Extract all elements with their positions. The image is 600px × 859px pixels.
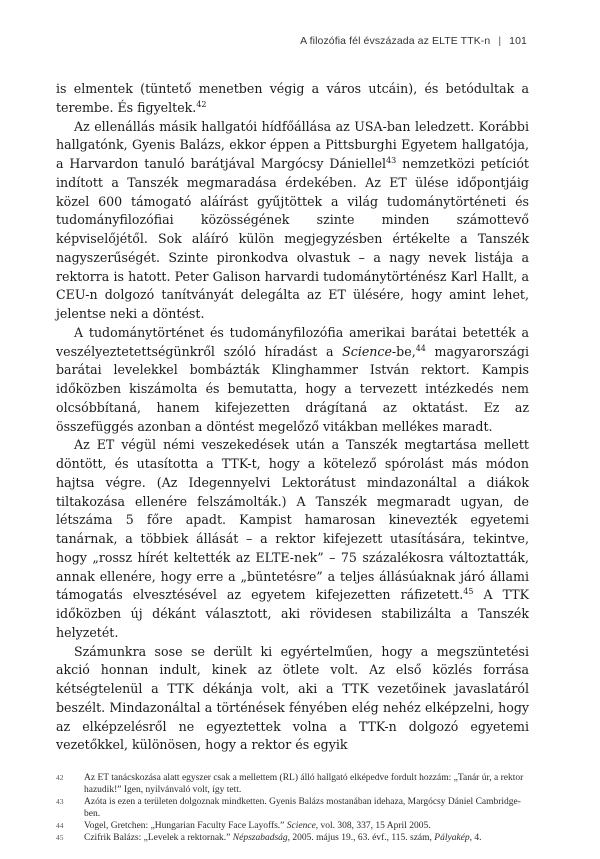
italic-text: Pályakép — [434, 833, 470, 844]
footnote-ref: 44 — [415, 343, 426, 353]
body-text — [56, 80, 529, 755]
italic-text: Science — [286, 821, 316, 832]
body-paragraph — [56, 118, 529, 324]
body-paragraph — [56, 436, 529, 642]
text-span: nemzetközi petíciót indított a Tanszék megmaradása érdekében. Az ET ülése időpontjáig közel 600 támogató aláírást gyűjtöttek a világ tudománytörténeti és tudományfilozófiai közösségének szinte minden számottevő képviselőjétől. Sok aláíró külön megjegyzésben értékelte a Tanszék nagyszerűségét. Szinte pironkodva olvastuk – a nagy nevek listája a rektorra is hatott. Peter Galison harvardi tudománytörténész Karl Hallt, a CEU-n dolgozó tanítványát delegálta az ET ülésére, hogy amint lehet, jelentse neki a döntést. — [56, 156, 529, 321]
running-head-title: A filozófia fél évszázada az ELTE TTK-n — [300, 35, 491, 47]
body-paragraph — [56, 80, 529, 118]
footnote-ref: 45 — [463, 587, 474, 597]
footnote-ref: 43 — [386, 156, 397, 165]
text-span: Czifrik Balázs: „Levelek a rektornak.” — [84, 833, 233, 844]
body-paragraph — [56, 643, 529, 756]
running-head-separator: | — [498, 35, 502, 47]
text-span: is elmentek (tüntető menetben végig a város utcáin), és betódultak a terembe. És figyeltek. — [56, 81, 529, 115]
italic-text: Népszabadság — [232, 833, 288, 844]
text-span: Az ET végül némi veszekedések után a Tanszék megtartása mellett döntött, és utasította a TTK-t, hogy a kötelező spórolást más módon hajtsa végre. (Az Idegennyelvi Lektorátust mindazonáltal a diákok tiltakozása ellenére felszámolták.) A Tanszék megmaradt ugyan, de létszáma 5 főre apadt. Kampist hamarosan kinevezték egyetemi tanárnak, a többiek állását – a rektor kifejezett utasítására, tekintve, hogy „rossz hírét keltették az ELTE-nek” – 75 százalékosra változtatták, annak ellenére, hogy erre a „büntetésre” a teljes állásúaknak járó állami támogatás elvesztésével az egyetem kifejezetten ráfizetett. — [56, 437, 529, 603]
text-span: Azóta is ezen a területen dolgoznak mindketten. Gyenis Balázs mostanában idehaza, Margócsy Dániel Cambridge-ben. — [84, 797, 521, 820]
footnote — [56, 772, 529, 796]
footnotes — [56, 772, 529, 845]
text-span: , 2005. május 19., 63. évf., 115. szám, — [287, 833, 435, 844]
footnote — [56, 796, 529, 820]
body-paragraph — [56, 324, 529, 437]
footnote-number: 45 — [56, 833, 64, 843]
text-span: -be, — [391, 343, 416, 359]
text-span: , vol. 308, 337, 15 April 2005. — [315, 821, 431, 832]
text-span: magyarországi barátai levelekkel bombázták Klinghammer István rektort. Kampis időközben kiszámolta és bemutatta, hogy a tervezett intézkedés nem olcsóbbítaná, hanem kifejezetten drágítaná az oktatást. Ez az összefüggés azonban a döntést megelőző vitákban mellékes maradt. — [56, 343, 529, 434]
page-number: 101 — [509, 35, 527, 47]
text-span: Az ellenállás másik hallgatói hídfőállása az USA-ban leledzett. Korábbi hallgatónk, Gyenis Balázs, ekkor éppen a Pittsburghi Egyetem hallgatója, a Harvardon tanuló barátjával Margócsy Dániellel — [56, 118, 529, 171]
text-span: Számunkra sose se derült ki egyértelműen, hogy a megszüntetési akció honnan indult, kinek az ötlete volt. Az első közlés forrása kétségtelenül a TTK dékánja volt, aki a TTK vezetőinek javaslatáról beszélt. Mindazonáltal a történések fényében elég nehéz elképzelni, hogy az elképzelésről ne egyeztettek volna a TTK-n dolgozó egyetemi vezetőkkel, különösen, hogy a rektor és egyik — [56, 643, 529, 753]
text-span: Az ET tanácskozása alatt egyszer csak a mellettem (RL) álló hallgató elképedve fordult hozzám: „Tanár úr, a rektor hazudik!” Igen, nyilvánvaló volt, így tett. — [84, 773, 524, 796]
italic-text: Science — [342, 343, 392, 359]
footnote-number: 44 — [56, 821, 64, 831]
text-span: , 4. — [469, 833, 482, 844]
running-head — [300, 35, 527, 47]
footnote — [56, 832, 529, 844]
footnote — [56, 820, 529, 832]
footnote-ref: 42 — [196, 99, 207, 109]
text-span: A TTK időközben új dékánt választott, aki rövidesen stabilizálta a Tanszék helyzetét. — [56, 587, 530, 640]
footnote-number: 43 — [56, 797, 64, 807]
text-span: Vogel, Gretchen: „Hungarian Faculty Face Layoffs.” — [84, 821, 287, 832]
footnote-number: 42 — [56, 773, 64, 782]
text-span: A tudománytörténet és tudományfilozófia amerikai barátai betették a veszélyeztetettségünkről szóló híradást a — [56, 324, 529, 359]
